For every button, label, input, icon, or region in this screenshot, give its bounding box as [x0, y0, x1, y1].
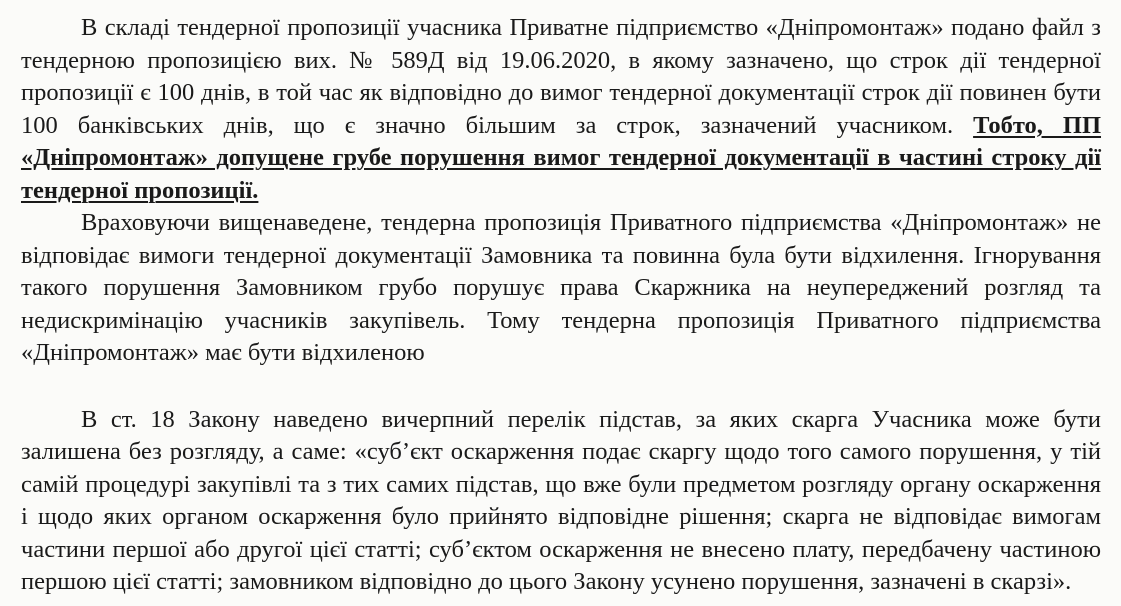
paragraph-tender-proposal: [21, 12, 1101, 207]
paragraph-conclusion: Враховуючи вищенаведене, тендерна пропозиція Приватного підприємства «Дніпромонтаж» не відповідає вимоги тендерної документації Замовника та повинна була бути відхилення. Ігнорування такого порушення Замовником грубо порушує права Скаржника на неупереджений розгляд та недискримінацію учасників закупівель. Тому тендерна пропозиція Приватного підприємства «Дніпромонтаж» має бути відхиленою: [21, 209, 1101, 366]
paragraph-spacer: [21, 370, 1101, 404]
paragraph-law-article-18: В ст. 18 Закону наведено вичерпний перелік підстав, за яких скарга Учасника може бути залишена без розгляду, а саме: «суб’єкт оскарження подає скаргу щодо того самого порушення, у тій самій процедурі закупівлі та з тих самих підстав, що вже були предметом розгляду органу оскарження і щодо яких органом оскарження було прийнято відповідне рішення; скарга не відповідає вимогам частини першої або другої цієї статті; суб’єктом оскарження не внесено плату, передбачену частиною першою цієї статті; замовником відповідно до цього Закону усунено порушення, зазначені в скарзі».: [21, 405, 1101, 595]
paragraph-tender-proposal-text: В складі тендерної пропозиції учасника Приватне підприємство «Дніпромонтаж» подано файл з тендерною пропозицією вих. № 589Д від 19.06.2020, в якому зазначено, що строк дії тендерної пропозиції є 100 днів, в той час як відповідно до вимог тендерної документації строк дії повинен бути 100 банківських днів, що є значно більшим за строк, зазначений учасником.: [21, 14, 1101, 139]
emphasized-violation-statement: Тобто, ПП «Дніпромонтаж» допущене грубе порушення вимог тендерної документації в частині строку дії тендерної пропозиції.: [21, 111, 1102, 204]
